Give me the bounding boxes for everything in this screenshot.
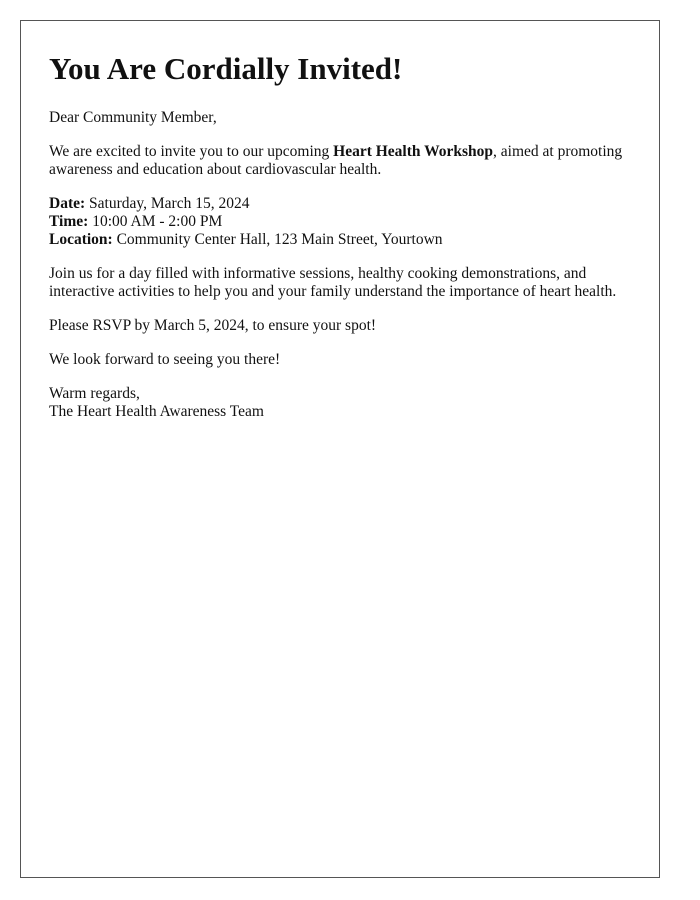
signoff: Warm regards, (49, 385, 140, 402)
signature-block (49, 385, 629, 421)
event-details (49, 195, 629, 249)
body-paragraph: Join us for a day filled with informative sessions, healthy cooking demonstrations, and interactive activities to help you and your family understand the importance of heart health. (49, 265, 617, 300)
date-label: Date: (49, 195, 86, 212)
greeting: Dear Community Member, (49, 109, 217, 126)
letter-content (49, 51, 629, 421)
date-line (49, 195, 629, 213)
date-value: Saturday, March 15, 2024 (85, 195, 250, 212)
location-value: Community Center Hall, 123 Main Street, Yourtown (112, 231, 443, 248)
event-name: Heart Health Workshop (333, 143, 494, 160)
time-label: Time: (49, 213, 89, 230)
invitation-letter (20, 20, 660, 878)
intro-after: , aimed at promoting awareness and education about cardiovascular health. (49, 143, 623, 178)
letter-title: You Are Cordially Invited! (49, 51, 403, 86)
time-line (49, 213, 629, 231)
rsvp-paragraph: Please RSVP by March 5, 2024, to ensure your spot! (49, 317, 377, 334)
time-value: 10:00 AM - 2:00 PM (88, 213, 223, 230)
signature: The Heart Health Awareness Team (49, 403, 264, 420)
closing-line: We look forward to seeing you there! (49, 351, 281, 368)
intro-paragraph (49, 143, 629, 179)
location-label: Location: (49, 231, 113, 248)
intro-before: We are excited to invite you to our upcoming (49, 143, 334, 160)
location-line (49, 231, 629, 249)
